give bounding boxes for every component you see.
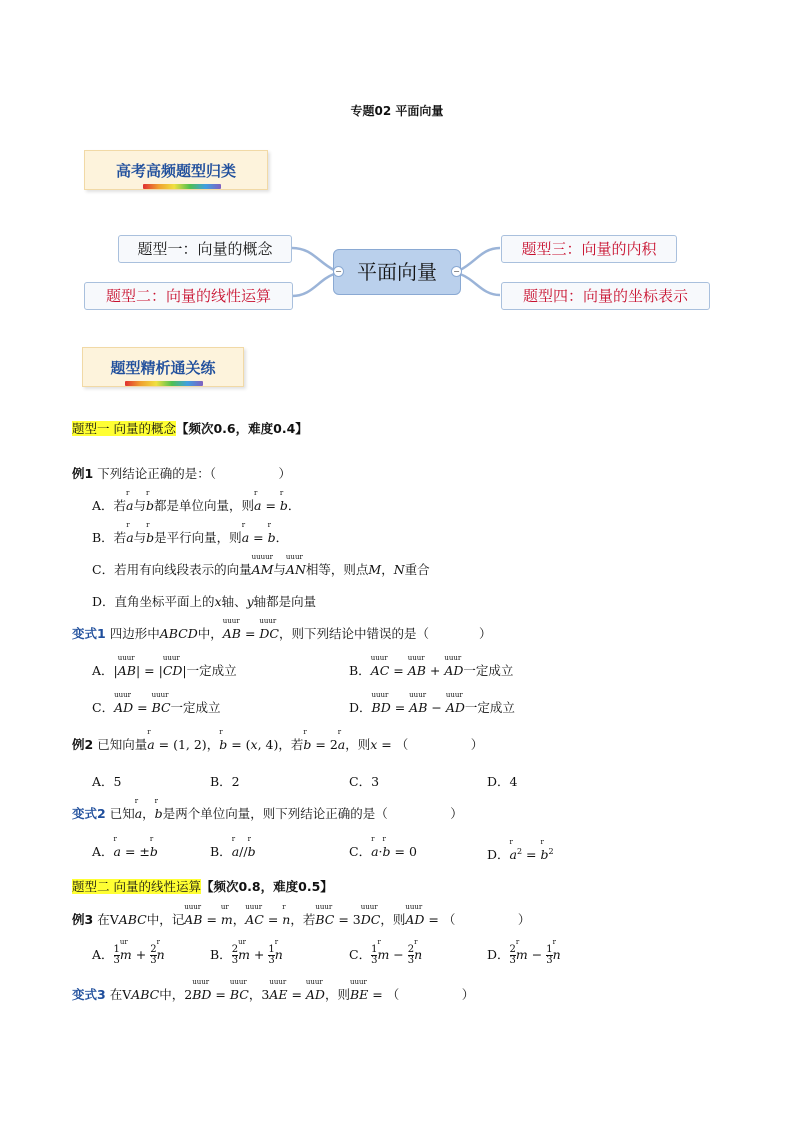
option-text: B．: [210, 844, 232, 859]
option-text: C．: [349, 947, 372, 962]
vector-bc: uuur BC: [229, 978, 249, 1002]
question-text: 中，: [197, 626, 223, 641]
example-3-option-d[interactable]: D． $\frac{2}{3}$ r m − $\frac{1}{3}$ r n: [487, 938, 561, 966]
vector-a: r a: [126, 521, 134, 545]
option-text: ．: [275, 530, 289, 545]
section-meta: 【频次0.6，难度0.4】: [175, 421, 308, 436]
vector-bc: uuur BC: [315, 903, 335, 927]
option-text: 是平行向量，则: [154, 530, 242, 545]
example-3-option-b[interactable]: B． $\frac{2}{3}$ ur m + $\frac{1}{3}$ r n: [210, 938, 283, 966]
variant-2-option-b[interactable]: B． r a// r b: [210, 835, 256, 859]
vector-ab: uuur AB: [222, 617, 241, 641]
question-label: 变式2: [72, 806, 106, 821]
vector-ac: uuur AC: [245, 903, 264, 927]
vector-a: r a: [337, 728, 346, 752]
vector-b: r b: [303, 728, 312, 752]
vector-n: r n: [282, 903, 291, 927]
section-meta: 【频次0.8，难度0.5】: [200, 879, 333, 894]
option-text: 轴、: [221, 594, 247, 609]
mindmap-center-node[interactable]: 平面向量: [333, 249, 461, 295]
option-text: D．: [487, 847, 510, 863]
vector-ad: uuur AD: [445, 691, 465, 715]
vector-am: uuuur AM: [251, 553, 274, 577]
vector-a: r a: [254, 489, 262, 513]
question-text: ，若: [290, 912, 316, 927]
option-text: A．: [92, 947, 114, 962]
example-2-stem: 例2 已知向量 r a = (1, 2)， r b = (x, 4)，若 r b = 2 r a，则x = （ ）: [72, 728, 484, 752]
vector-ad: uuur AD: [405, 903, 425, 927]
mindmap-node-type1[interactable]: 题型一：向量的概念: [118, 235, 292, 263]
collapse-right-icon[interactable]: −: [451, 266, 462, 277]
mindmap-node-type3[interactable]: 题型三：向量的内积: [501, 235, 677, 263]
example-1-option-c[interactable]: C．若用有向线段表示的向量 uuuur AM与 uuur AN相等，则点M，N重合: [92, 553, 430, 577]
question-label: 例2: [72, 737, 94, 752]
option-text: 一定成立: [170, 700, 221, 715]
section-heading-2: [72, 878, 333, 896]
example-1-option-d[interactable]: D．直角坐标平面上的x轴、y轴都是向量: [92, 594, 317, 609]
vector-ad: uuur AD: [114, 691, 134, 715]
question-text: 已知向量: [97, 737, 148, 752]
question-label: 变式1: [72, 626, 106, 641]
option-text: ．: [287, 498, 301, 513]
vector-a: r a: [147, 728, 155, 752]
vector-a: r a: [113, 835, 121, 859]
option-text: 与: [273, 562, 286, 577]
option-text: D．直角坐标平面上的: [92, 594, 215, 609]
vector-a: r a: [509, 838, 517, 863]
section-name: 题型一 向量的概念: [72, 421, 176, 436]
option-text: D．: [487, 947, 510, 962]
vector-dc: uuur DC: [259, 617, 279, 641]
vector-ab: uuur AB: [117, 654, 136, 678]
example-2-option-d[interactable]: D．4: [487, 774, 518, 789]
vector-bd: uuur BD: [192, 978, 212, 1002]
variant-2-option-d[interactable]: D． r $a^2$ = r $b^2$: [487, 838, 554, 863]
variant-1-option-a[interactable]: A．| uuur AB| = | uuur CD|一定成立: [92, 654, 237, 678]
variant-1-stem: 变式1 四边形中ABCD中， uuur AB = uuur DC，则下列结论中错误的是（ ）: [72, 617, 492, 641]
example-1-option-b[interactable]: B．若 r a与 r b是平行向量，则 r a = r b．: [92, 521, 289, 545]
question-label: 例1: [72, 466, 94, 481]
question-text: （ ）: [442, 912, 531, 927]
vector-b: r b: [146, 521, 155, 545]
vector-b: r b: [219, 728, 228, 752]
variant-3-stem: 变式3 在VABC中，2 uuur BD = uuur BC，3 uuur AE = uuur AD，则 uuur BE = （ ）: [72, 978, 475, 1002]
option-text: 一定成立: [186, 663, 237, 678]
example-3-option-c[interactable]: C． $\frac{1}{3}$ r m − $\frac{2}{3}$ r n: [349, 938, 423, 966]
vector-b: r b: [154, 797, 163, 821]
vector-an: uuur AN: [285, 553, 306, 577]
option-text: B．若: [92, 530, 127, 545]
option-text: B．: [349, 663, 371, 678]
vector-dc: uuur DC: [360, 903, 381, 927]
question-text: ，若: [278, 737, 304, 752]
variant-1-option-c[interactable]: C． uuur AD = uuur BC一定成立: [92, 691, 221, 715]
vector-m: ur m: [220, 903, 233, 927]
banner-practice: [82, 347, 244, 387]
question-label: 变式3: [72, 987, 106, 1002]
variant-2-option-c[interactable]: C． r a· r b = 0: [349, 835, 417, 859]
question-text: 中，: [159, 987, 185, 1002]
vector-bc: uuur BC: [151, 691, 171, 715]
vector-b: r b: [149, 835, 158, 859]
option-text: 重合: [404, 562, 430, 577]
option-text: 与: [133, 498, 146, 513]
vector-a: r a: [371, 835, 379, 859]
question-text: 在: [109, 987, 123, 1002]
question-text: ，则下列结论中错误的是（ ）: [278, 626, 492, 641]
option-text: B．: [210, 947, 232, 962]
option-text: A．: [92, 663, 114, 678]
question-text: ，则: [324, 987, 350, 1002]
option-text: 一定成立: [463, 663, 514, 678]
variant-2-option-a[interactable]: A． r a = ± r b: [92, 835, 158, 859]
example-2-option-c[interactable]: C．3: [349, 774, 380, 789]
option-text: 与: [133, 530, 147, 545]
option-text: 相等，则点: [305, 562, 369, 577]
vector-ab: uuur AB: [184, 903, 203, 927]
vector-b: r b: [267, 521, 276, 545]
vector-b: r b: [146, 489, 155, 513]
variant-1-option-d[interactable]: D． uuur BD = uuur AB − uuur AD一定成立: [349, 691, 515, 715]
question-text: （ ）: [395, 737, 484, 752]
option-text: A．若: [92, 498, 127, 513]
vector-ab: uuur AB: [407, 654, 426, 678]
option-text: C．: [92, 700, 115, 715]
option-text: A．: [92, 844, 114, 859]
mindmap-node-type2[interactable]: 题型二：向量的线性运算: [84, 282, 293, 310]
question-label: 例3: [72, 912, 94, 927]
option-text: D．: [349, 700, 372, 715]
vector-ae: uuur AE: [269, 978, 288, 1002]
vector-cd: uuur CD: [162, 654, 183, 678]
question-text: 是两个单位向量，则下列结论正确的是（ ）: [162, 806, 463, 821]
option-text: 轴都是向量: [253, 594, 317, 609]
vector-a: r a: [241, 521, 250, 545]
question-text: 在: [97, 912, 110, 927]
question-text: ，则: [345, 737, 371, 752]
banner-text: 高考高频题型归类: [115, 162, 236, 180]
question-text: ，: [142, 806, 155, 821]
example-2-option-b[interactable]: B．2: [210, 774, 240, 789]
banner-text: 题型精析通关练: [110, 359, 216, 377]
example-2-option-a[interactable]: A．5: [92, 774, 122, 789]
example-1-option-a[interactable]: A．若 r a与 r b都是单位向量，则 r a = r b．: [92, 489, 301, 513]
vector-b: r b: [279, 489, 288, 513]
option-text: 都是单位向量，则: [154, 498, 255, 513]
question-text: 中，记: [146, 912, 185, 927]
vector-b: r b: [382, 835, 391, 859]
question-text: （ ）: [386, 987, 475, 1002]
vector-a: r a: [134, 797, 143, 821]
question-text: 已知: [109, 806, 135, 821]
page-title: 专题02 平面向量: [350, 104, 444, 118]
vector-b: r b: [540, 838, 549, 863]
variant-1-option-b[interactable]: B． uuur AC = uuur AB + uuur AD一定成立: [349, 654, 514, 678]
variant-2-stem: [72, 797, 463, 823]
question-text: ，: [232, 912, 246, 927]
section-heading-1: [72, 420, 308, 438]
example-3-stem: 例3 在VABC中，记 uuur AB = ur m， uuur AC = r n，若 uuur BC = 3 uuur DC，则 uuur AD = （ ）: [72, 903, 531, 927]
option-text: C．若用有向线段表示的向量: [92, 562, 252, 577]
collapse-left-icon[interactable]: −: [333, 266, 344, 277]
question-text: ，: [206, 737, 220, 752]
vector-ad: uuur AD: [444, 654, 464, 678]
vector-bd: uuur BD: [371, 691, 391, 715]
section-name: 题型二 向量的线性运算: [72, 879, 201, 894]
vector-b: r b: [247, 835, 256, 859]
vector-ab: uuur AB: [409, 691, 428, 715]
mindmap-node-type4[interactable]: 题型四：向量的坐标表示: [501, 282, 710, 310]
banner-rainbow-bar: [125, 381, 203, 386]
vector-a: r a: [231, 835, 240, 859]
vector-ad: uuur AD: [305, 978, 325, 1002]
option-text: 一定成立: [464, 700, 515, 715]
example-1-stem: [72, 465, 291, 483]
example-3-option-a[interactable]: A． $\frac{1}{3}$ ur m + $\frac{2}{3}$ r n: [92, 938, 165, 966]
question-text: ，则: [380, 912, 406, 927]
question-text: 四边形中: [109, 626, 160, 641]
option-text: C．: [349, 844, 372, 859]
vector-ac: uuur AC: [370, 654, 390, 678]
vector-a: r a: [126, 489, 134, 513]
question-text: 下列结论正确的是：（ ）: [97, 466, 291, 481]
question-text: ，: [248, 987, 262, 1002]
vector-be: uuur BE: [349, 978, 369, 1002]
